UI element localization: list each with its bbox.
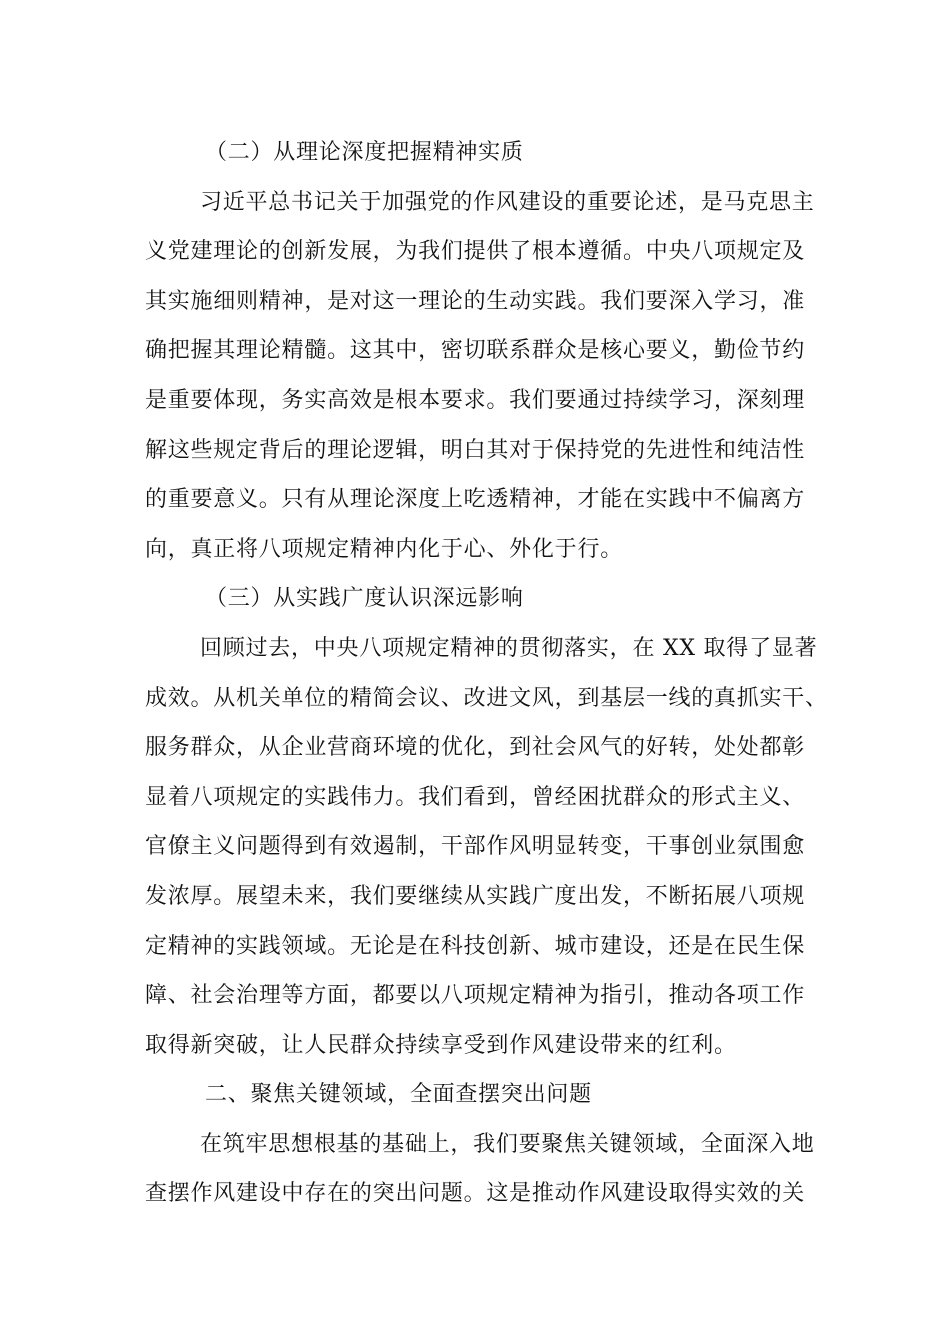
- text-line: （二）从理论深度把握精神实质: [205, 140, 524, 165]
- text-line: 的重要意义。只有从理论深度上吃透精神，才能在实践中不偏离方: [145, 487, 806, 513]
- text-line: 义党建理论的创新发展，为我们提供了根本遵循。中央八项规定及: [145, 239, 806, 265]
- section-heading: [145, 128, 825, 178]
- text-line: 发浓厚。展望未来，我们要继续从实践广度出发，不断拓展八项规: [145, 883, 806, 909]
- text-line: 解这些规定背后的理论逻辑，明白其对于保持党的先进性和纯洁性: [145, 437, 806, 463]
- text-line: （三）从实践广度认识深远影响: [205, 586, 524, 612]
- text-line: 查摆作风建设中存在的突出问题。这是推动作风建设取得实效的关: [145, 1181, 806, 1207]
- text-line: 其实施细则精神，是对这一理论的生动实践。我们要深入学习，准: [145, 288, 806, 314]
- text-line: 障、社会治理等方面，都要以八项规定精神为指引，推动各项工作: [145, 983, 806, 1009]
- section-heading: [145, 1070, 825, 1120]
- paragraph: [145, 1120, 825, 1219]
- text-line: 向，真正将八项规定精神内化于心、外化于行。: [145, 536, 623, 562]
- section-heading: [145, 574, 825, 624]
- paragraph: [145, 624, 828, 1070]
- text-line: 成效。从机关单位的精简会议、改进文风，到基层一线的真抓实干、: [145, 685, 828, 711]
- text-line: 取得新突破，让人民群众持续享受到作风建设带来的红利。: [145, 1032, 737, 1058]
- text-line: 回顾过去，中央八项规定精神的贯彻落实，在 XX 取得了显著: [200, 635, 818, 661]
- text-line: 定精神的实践领域。无论是在科技创新、城市建设，还是在民生保: [145, 933, 806, 959]
- text-line: 习近平总书记关于加强党的作风建设的重要论述，是马克思主: [200, 189, 815, 215]
- text-line: 显着八项规定的实践伟力。我们看到，曾经困扰群众的形式主义、: [145, 784, 806, 810]
- text-line: 官僚主义问题得到有效遏制，干部作风明显转变，干事创业氛围愈: [145, 834, 806, 860]
- text-line: 服务群众，从企业营商环境的优化，到社会风气的好转，处处都彰: [145, 735, 806, 761]
- text-line: 二、聚焦关键领域，全面查摆突出问题: [205, 1082, 592, 1108]
- text-line: 在筑牢思想根基的基础上，我们要聚焦关键领域，全面深入地: [200, 1131, 815, 1157]
- text-line: 确把握其理论精髓。这其中，密切联系群众是核心要义，勤俭节约: [145, 338, 806, 364]
- text-line: 是重要体现，务实高效是根本要求。我们要通过持续学习，深刻理: [145, 387, 806, 413]
- paragraph: [145, 178, 825, 575]
- document-body: [145, 128, 828, 1219]
